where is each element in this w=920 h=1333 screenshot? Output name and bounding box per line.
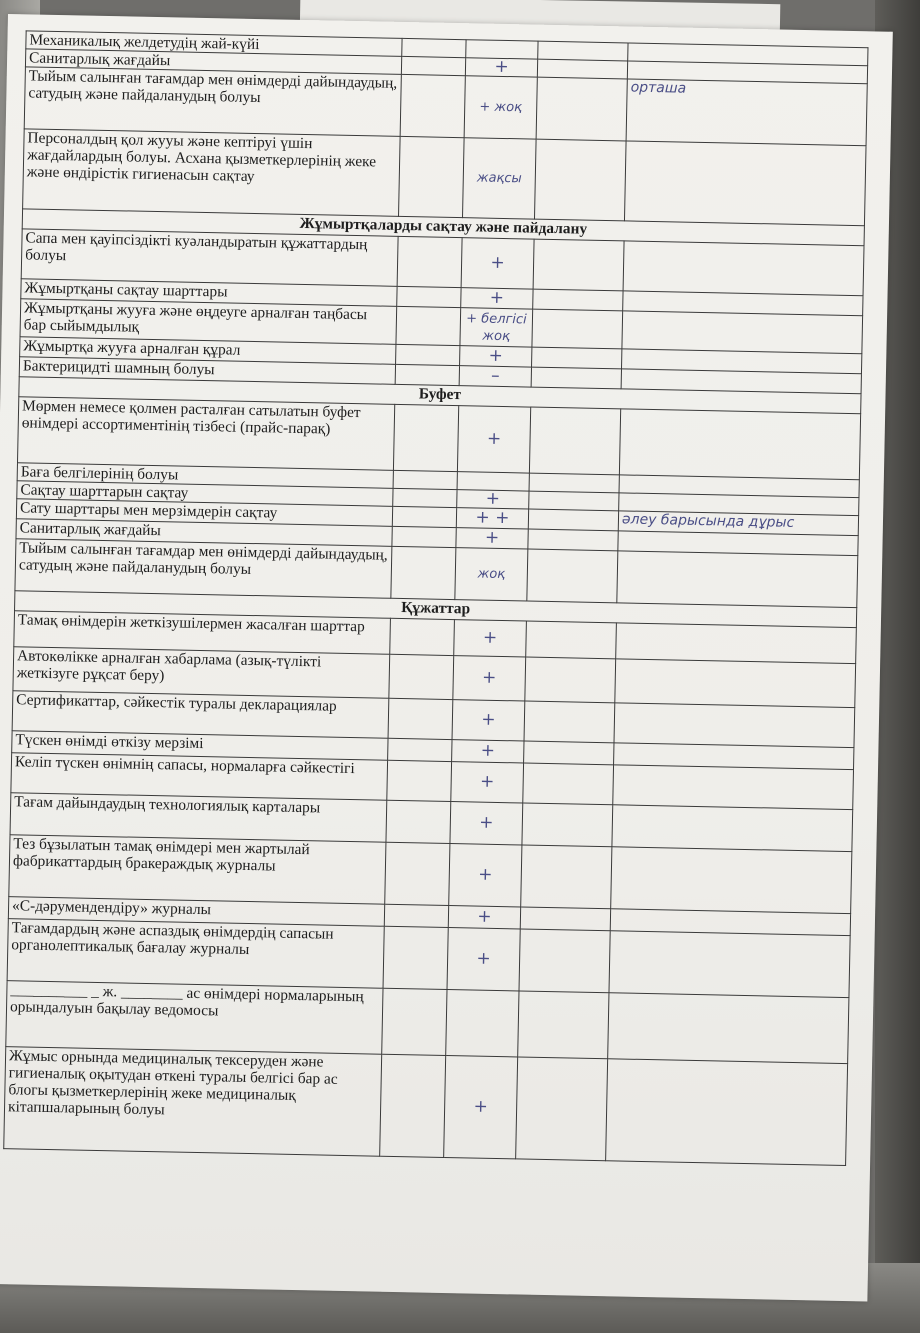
criterion-cell: Тағам дайындаудың технологиялық карталары: [10, 793, 387, 843]
criterion-cell: Сақтау шарттарын сақтау: [17, 481, 393, 507]
section-title: Жұмыртқаларды сақтау және пайдалану: [22, 209, 864, 246]
section-title: Құжаттар: [15, 591, 857, 628]
empty-cell: [522, 803, 613, 847]
empty-cell: [533, 289, 623, 311]
empty-cell: [391, 546, 456, 599]
criterion-cell: Автокөлікке арналған хабарлама (азық-түлікті жеткізуге рұқсат беру): [13, 647, 390, 699]
empty-cell: [392, 526, 456, 547]
criterion-cell: Тамақ өнімдерін жеткізушілермен жасалған шарттар: [14, 611, 391, 655]
criterion-cell: Жұмыртқа жууға арналған құрал: [20, 337, 396, 365]
handwritten-note-cell: орташа: [626, 79, 867, 146]
empty-cell: [393, 404, 458, 471]
handwritten-mark-cell: +: [452, 740, 524, 763]
handwritten-mark-cell: +: [453, 656, 526, 701]
empty-cell: [385, 842, 450, 905]
empty-cell: [537, 59, 627, 79]
criterion-cell: Түскен өнімді өткізу мерзімі: [12, 731, 388, 761]
criterion-cell: Жұмыртқаны жууға және өңдеуге арналған таңбасы бар сыйымдылық: [20, 299, 397, 345]
empty-cell: [523, 763, 614, 805]
empty-cell: [401, 56, 465, 75]
inspection-table: [3, 30, 868, 1166]
empty-cell: [534, 139, 626, 221]
handwritten-mark-cell: +: [454, 620, 527, 657]
criterion-cell: Тыйым салынған тағамдар мен өнімдерді дайындаудың, сатудың және пайдаланудың болуы: [15, 539, 392, 599]
handwritten-mark-cell: +: [449, 844, 522, 907]
handwritten-note-cell: [609, 931, 850, 998]
empty-cell: [529, 407, 620, 475]
handwritten-mark-cell: +: [460, 346, 532, 367]
empty-cell: [399, 136, 465, 217]
empty-cell: [518, 991, 609, 1059]
empty-cell: [396, 306, 461, 345]
handwritten-mark-cell: жоқ: [455, 548, 528, 601]
handwritten-note-cell: әлеу барысында дұрыс: [618, 511, 858, 536]
empty-cell: [383, 926, 448, 989]
handwritten-mark-cell: +: [448, 906, 520, 929]
handwritten-note-cell: [615, 659, 856, 708]
empty-cell: [395, 364, 459, 385]
handwritten-mark-cell: +: [457, 406, 530, 473]
empty-cell: [402, 38, 466, 57]
checklist-page: [0, 14, 893, 1302]
empty-cell: [527, 549, 618, 603]
handwritten-note-cell: [614, 703, 855, 748]
handwritten-mark-cell: +: [465, 58, 537, 77]
handwritten-note-cell: [612, 805, 853, 852]
handwritten-note-cell: [611, 847, 852, 914]
empty-cell: [528, 509, 618, 531]
section-title: Буфет: [19, 377, 861, 414]
handwritten-mark-cell: –: [459, 366, 531, 387]
empty-cell: [524, 701, 615, 743]
handwritten-note-cell: [619, 409, 860, 480]
handwritten-note-cell: [622, 311, 863, 354]
handwritten-mark-cell: +: [450, 802, 523, 845]
empty-cell: [393, 488, 457, 507]
empty-cell: [520, 907, 610, 931]
handwritten-note-cell: [624, 141, 866, 226]
handwritten-note-cell: [623, 241, 864, 296]
criterion-cell: Санитарлық жағдайы: [16, 519, 392, 547]
criterion-cell: Персоналдың қол жууы және кептіруі үшін жағдайлардың болуы. Асхана қызметкерлерінің жеке және өндірістік гигиенасын сақтау: [23, 129, 401, 217]
criterion-cell: Тез бұзылатын тамақ өнімдері мен жартылай фабрикаттардың бракераждық журналы: [9, 835, 386, 905]
empty-cell: [387, 760, 452, 801]
handwritten-note-cell: [613, 765, 854, 810]
empty-cell: [388, 738, 452, 761]
handwritten-mark-cell: + +: [456, 508, 528, 529]
criterion-cell: Сапа мен қауіпсіздікті куәландыратын құжаттардың болуы: [21, 229, 398, 287]
handwritten-mark-cell: +: [452, 700, 525, 741]
criterion-cell: Келіп түскен өнімнің сапасы, нормаларға сәйкестігі: [11, 753, 388, 801]
empty-cell: [392, 506, 456, 527]
empty-cell: [516, 1057, 608, 1161]
empty-cell: [393, 470, 457, 489]
empty-cell: [390, 618, 455, 655]
criterion-cell: Сертификаттар, сәйкестік туралы декларациялар: [12, 691, 389, 739]
handwritten-note-cell: [608, 993, 849, 1064]
empty-cell: [397, 286, 461, 307]
handwritten-mark-cell: +: [461, 288, 533, 309]
criterion-cell: Бактерицидті шамның болуы: [19, 357, 395, 385]
empty-cell: [386, 800, 451, 843]
inspection-table-body: [4, 31, 868, 1166]
empty-cell: [388, 698, 453, 739]
empty-cell: [525, 657, 616, 703]
empty-cell: [389, 654, 454, 699]
criterion-cell: Жұмыртқаны сақтау шарттары: [21, 279, 397, 307]
criterion-cell: Мөрмен немесе қолмен расталған сатылатын буфет өнімдері ассортиментінің тізбесі (прайс-парақ): [17, 397, 394, 471]
handwritten-note-cell: [616, 623, 857, 664]
empty-cell: [536, 77, 627, 141]
empty-cell: [382, 988, 447, 1055]
handwritten-mark-cell: +: [451, 762, 524, 803]
empty-cell: [529, 491, 619, 511]
criterion-cell: «С-дәрумендендіру» журналы: [8, 897, 384, 927]
empty-cell: [533, 239, 624, 291]
handwritten-mark-cell: + белгісі жоқ: [460, 308, 533, 347]
empty-cell: [384, 904, 448, 927]
empty-cell: [400, 74, 465, 137]
criterion-cell: Механикалық желдетудің жай-күйі: [26, 31, 402, 57]
empty-cell: [396, 344, 460, 365]
empty-cell: [380, 1054, 446, 1157]
handwritten-mark-cell: +: [444, 1055, 518, 1158]
criterion-cell: Тағамдардың және аспаздық өнімдердің сапасын органолептикалық бағалау журналы: [7, 919, 384, 989]
empty-cell: [528, 529, 618, 551]
empty-cell: [529, 473, 619, 493]
criterion-cell: Сату шарттары мен мерзімдерін сақтау: [16, 499, 392, 527]
empty-cell: [524, 741, 614, 765]
empty-cell: [519, 929, 610, 993]
handwritten-mark-cell: +: [457, 490, 529, 509]
criterion-cell: __________ _ ж. ________ ас өнімдері нормаларының орындалуын бақылау ведомосы: [6, 981, 383, 1055]
handwritten-mark-cell: +: [447, 928, 520, 991]
handwritten-mark-cell: +: [456, 528, 528, 549]
handwritten-mark-cell: жақсы: [463, 138, 537, 219]
handwritten-note-cell: [617, 551, 858, 608]
criterion-cell: Баға белгілерінің болуы: [17, 463, 393, 489]
handwritten-note-cell: [606, 1059, 848, 1166]
empty-cell: [532, 309, 623, 349]
criterion-cell: Жұмыс орнында медициналық тексеруден және гигиеналық оқытудан өткені туралы белгісі бар ас блогы қызметкерлерінің жеке медициналық кітапшаларының болуы: [4, 1047, 382, 1157]
empty-cell: [397, 236, 462, 287]
empty-cell: [526, 621, 617, 659]
handwritten-mark-cell: +: [461, 238, 534, 289]
empty-cell: [532, 347, 622, 369]
handwritten-mark-cell: [446, 990, 519, 1057]
empty-cell: [521, 845, 612, 909]
empty-cell: [538, 41, 628, 61]
criterion-cell: Тыйым салынған тағамдар мен өнімдерді дайындаудың, сатудың және пайдаланудың болуы: [24, 67, 401, 137]
empty-cell: [531, 367, 621, 389]
table-row: [4, 1047, 848, 1166]
criterion-cell: Санитарлық жағдайы: [25, 49, 401, 75]
handwritten-mark-cell: + жоқ: [464, 76, 537, 139]
